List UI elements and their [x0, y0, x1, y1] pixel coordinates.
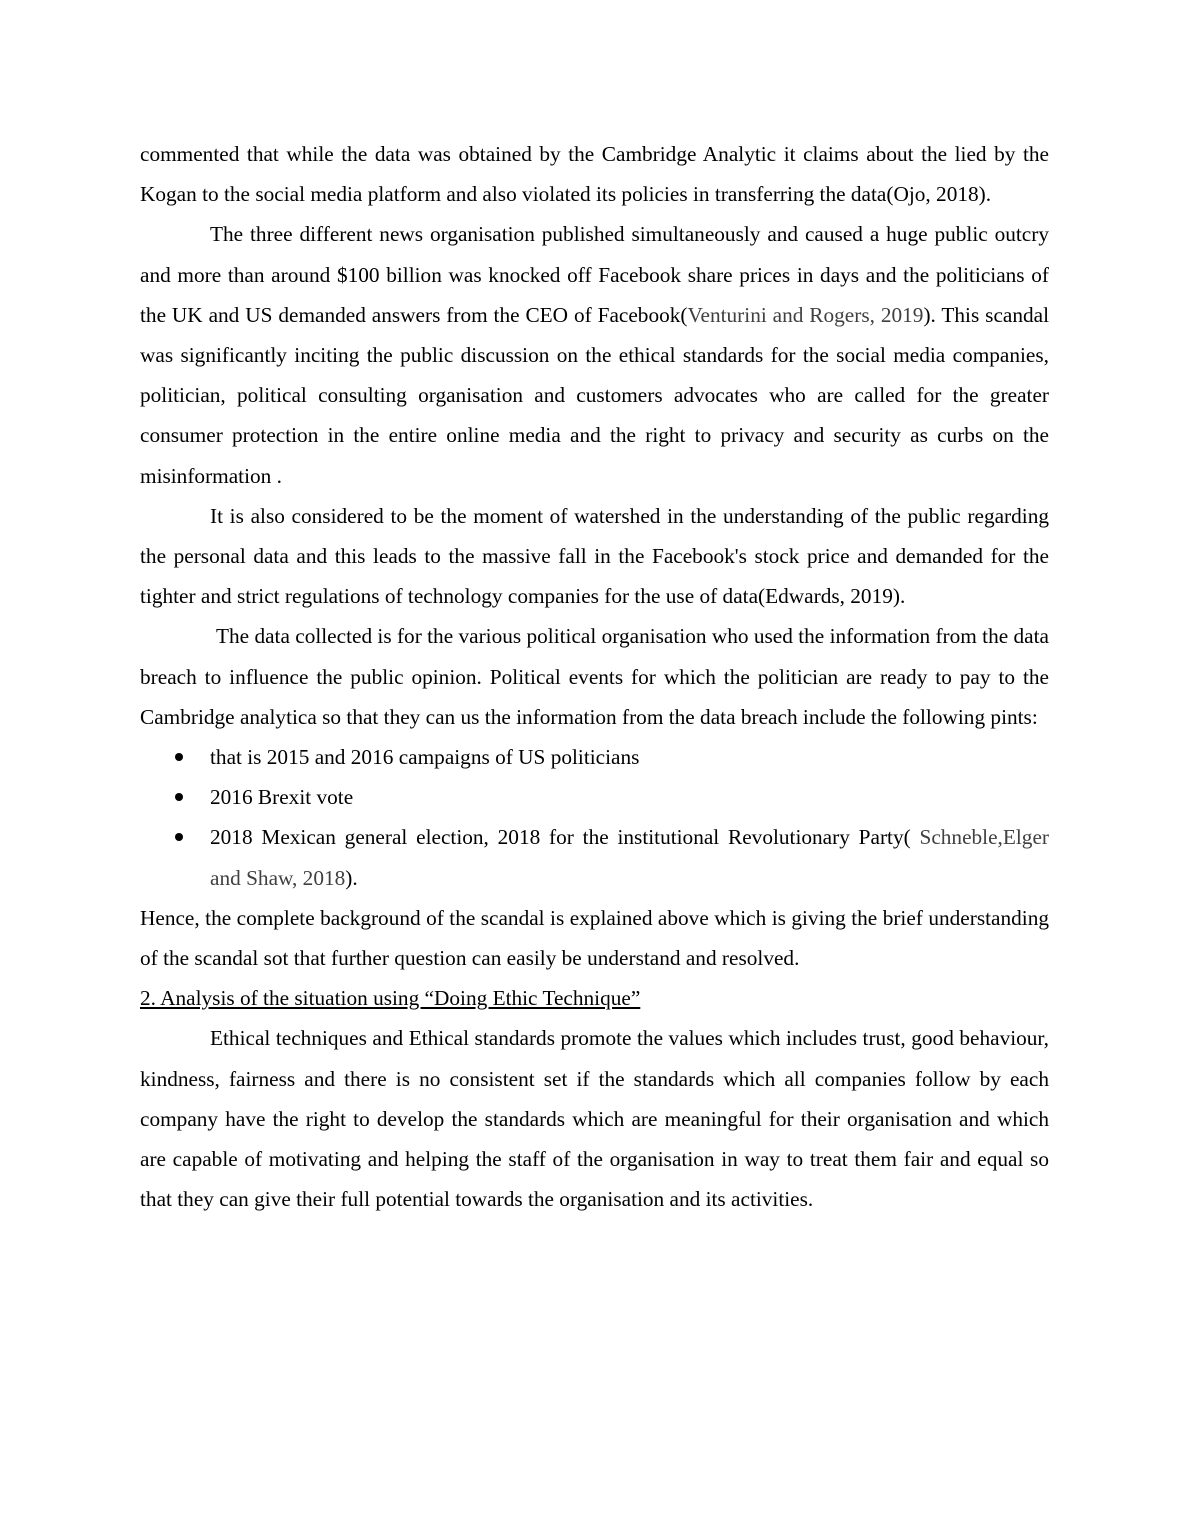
list-item-text: ). [345, 865, 358, 890]
political-events-list [140, 737, 1049, 898]
bullet-icon [175, 753, 183, 761]
list-item-text: 2016 Brexit vote [210, 785, 354, 810]
bullet-icon [175, 833, 183, 841]
paragraph-text: The three different news organisation published simultaneously and caused a huge public outcry and more than around $100 billion was knocked off Facebook share prices in days and the politicians of the UK and US demanded answers from the CEO of Facebook( [140, 222, 1049, 327]
paragraph-kogan-policies: commented that while the data was obtained by the Cambridge Analytic it claims about the lied by the Kogan to the social media platform and also violated its policies in transferring the data(Ojo, 2018). [140, 142, 1049, 207]
section-heading: 2. Analysis of the situation using “Doing Ethic Technique” [140, 986, 641, 1011]
citation-schneble: Schneble,Elger and Shaw, 2018 [210, 825, 1049, 890]
paragraph-ethical-techniques: Ethical techniques and Ethical standards promote the values which includes trust, good behaviour, kindness, fairness and there is no consistent set if the standards which all companies follow by each company have the right to develop the standards which are meaningful for their organisation and which are capable of motivating and helping the staff of the organisation in way to treat them fair and equal so that they can give their full potential towards the organisation and its activities. [140, 1026, 1049, 1212]
paragraph-conclusion: Hence, the complete background of the scandal is explained above which is giving the brief understanding of the scandal sot that further question can easily be understand and resolved. [140, 905, 1049, 971]
paragraph-public-outcry [140, 214, 1049, 495]
citation-venturini-rogers: Venturini and Rogers, 2019 [687, 302, 924, 327]
bullet-icon [175, 793, 183, 801]
list-item [140, 777, 1049, 817]
paragraph-data-collected: The data collected is for the various political organisation who used the information from the data breach to influence the public opinion. Political events for which the politician are ready to pay to the Cambridge analytica so that they can us the information from the data breach include the following pints: [140, 624, 1049, 729]
paragraph-text: ). This scandal was significantly inciting the public discussion on the ethical standards for the social media companies, politician, political consulting organisation and customers advocates who are called for the greater consumer protection in the entire online media and the right to privacy and security as curbs on the misinformation . [140, 302, 1050, 488]
list-item-text: that is 2015 and 2016 campaigns of US politicians [210, 745, 640, 770]
list-item [140, 817, 1049, 897]
list-item [140, 737, 1049, 777]
paragraph-watershed-moment: It is also considered to be the moment of watershed in the understanding of the public regarding the personal data and this leads to the massive fall in the Facebook's stock price and demanded for the tighter and strict regulations of technology companies for the use of data(Edwards, 2019). [140, 503, 1049, 609]
list-item-text: 2018 Mexican general election, 2018 for the institutional Revolutionary Party( [210, 825, 920, 850]
document-page [140, 134, 1049, 1219]
